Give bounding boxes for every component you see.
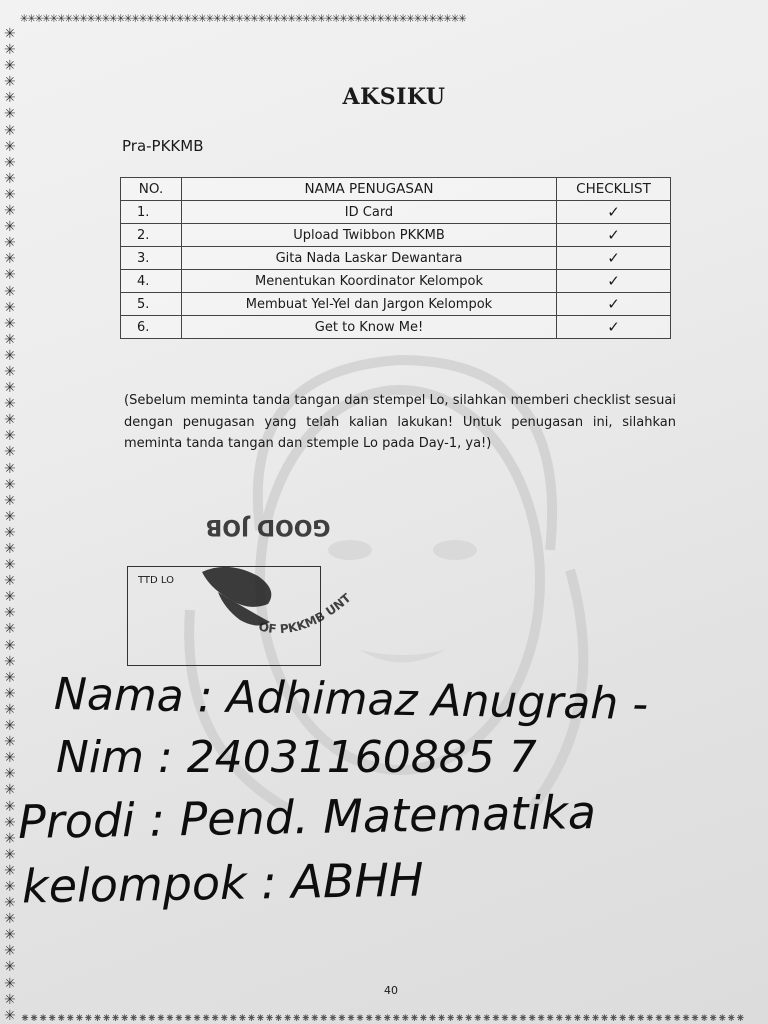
- signature-box-label: TTD LO: [138, 575, 175, 586]
- instruction-note: (Sebelum meminta tanda tangan dan stempel Lo, silahkan memberi checklist sesuai dengan penugasan yang telah kalian lakukan! Untuk penugasan ini, silahkan meminta tanda tangan dan stemple Lo pada Day-1, ya!): [124, 393, 676, 451]
- row-number: 6.: [121, 316, 182, 339]
- handwritten-nim: Nim : 24031160885 7: [56, 732, 537, 783]
- page-title: AKSIKU: [342, 84, 446, 110]
- table-row: [121, 247, 671, 270]
- row-number: 1.: [121, 201, 182, 224]
- asterisk-border-bottom-icon: ⁕⁕⁕⁕⁕⁕⁕⁕⁕⁕⁕⁕⁕⁕⁕⁕⁕⁕⁕⁕⁕⁕⁕⁕⁕⁕⁕⁕⁕⁕⁕⁕⁕⁕⁕⁕⁕⁕⁕⁕⁕⁕⁕⁕⁕⁕⁕⁕⁕⁕⁕⁕⁕⁕⁕⁕⁕⁕⁕⁕⁕⁕⁕⁕⁕⁕⁕⁕⁕⁕⁕⁕⁕⁕⁕⁕⁕⁕⁕⁕: [20, 1012, 745, 1024]
- task-name: Menentukan Koordinator Kelompok: [182, 270, 557, 293]
- table-row: [121, 270, 671, 293]
- task-name: Membuat Yel-Yel dan Jargon Kelompok: [182, 293, 557, 316]
- checkmark-icon: ✓: [557, 201, 671, 224]
- asterisk-border-top-icon: ✳✳✳✳✳✳✳✳✳✳✳✳✳✳✳✳✳✳✳✳✳✳✳✳✳✳✳✳✳✳✳✳✳✳✳✳✳✳✳✳✳✳✳✳✳✳✳✳✳✳✳✳✳✳✳✳✳✳✳✳: [20, 10, 466, 26]
- task-name: Gita Nada Laskar Dewantara: [182, 247, 557, 270]
- stamp-seal: [188, 480, 428, 660]
- column-header-name: NAMA PENUGASAN: [182, 178, 557, 201]
- handwritten-kelompok: kelompok : ABHH: [21, 852, 425, 914]
- table-row: [121, 201, 671, 224]
- table-row: [121, 293, 671, 316]
- stamp-arc-text: OF PKKMB UNT: [257, 590, 354, 637]
- checkmark-icon: ✓: [557, 293, 671, 316]
- table-row: [121, 316, 671, 339]
- asterisk-border-left-icon: ✳ ✳ ✳ ✳ ✳ ✳ ✳ ✳ ✳ ✳ ✳ ✳ ✳ ✳ ✳ ✳ ✳ ✳ ✳ ✳ ✳ ✳ ✳ ✳ ✳ ✳ ✳ ✳ ✳ ✳ ✳ ✳ ✳ ✳ ✳ ✳ ✳ ✳ ✳ ✳ ✳ ✳ ✳ ✳ ✳ ✳ ✳ ✳ ✳ ✳ ✳ ✳ ✳ ✳ ✳ ✳ ✳ ✳ ✳ ✳ ✳ ✳: [4, 26, 16, 1024]
- checkmark-icon: ✓: [557, 270, 671, 293]
- task-name: ID Card: [182, 201, 557, 224]
- row-number: 5.: [121, 293, 182, 316]
- checkmark-icon: ✓: [557, 316, 671, 339]
- column-header-no: NO.: [121, 178, 182, 201]
- page-number: 40: [384, 984, 398, 997]
- handwritten-name: Nama : Adhimaz Anugrah -: [53, 668, 649, 731]
- task-name: Upload Twibbon PKKMB: [182, 224, 557, 247]
- column-header-checklist: CHECKLIST: [557, 178, 671, 201]
- table-row: [121, 224, 671, 247]
- checkmark-icon: ✓: [557, 247, 671, 270]
- row-number: 3.: [121, 247, 182, 270]
- task-name: Get to Know Me!: [182, 316, 557, 339]
- table-header-row: [121, 178, 671, 201]
- row-number: 4.: [121, 270, 182, 293]
- handwritten-prodi: Prodi : Pend. Matematika: [17, 784, 597, 850]
- section-subtitle: Pra-PKKMB: [122, 137, 204, 155]
- checkmark-icon: ✓: [557, 224, 671, 247]
- task-table: [120, 177, 671, 339]
- stamp-top-text: GOOD JOB: [205, 514, 331, 539]
- row-number: 2.: [121, 224, 182, 247]
